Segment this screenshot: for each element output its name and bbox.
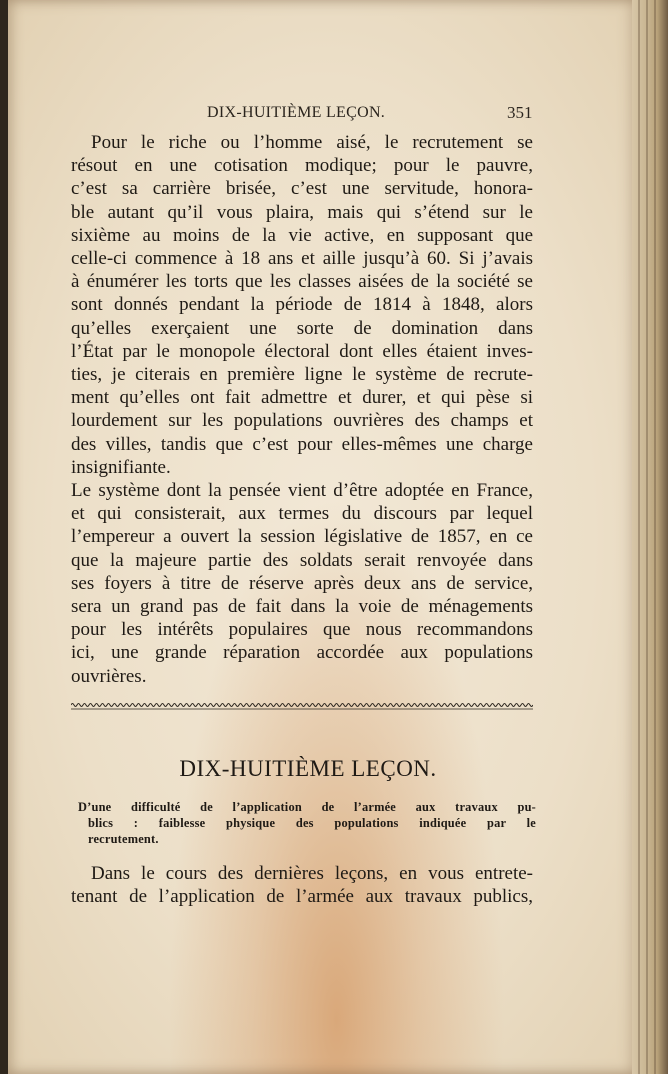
page-number: 351 — [507, 103, 533, 122]
text-line: pour les intérêts populaires que nous recommandons — [71, 619, 533, 641]
chapter-summary — [78, 799, 536, 848]
text-line: tenant de l’application de l’armée aux travaux publics, — [71, 886, 533, 908]
paragraph-lesson-intro — [71, 862, 533, 908]
running-head-title: DIX-HUITIÈME LEÇON. — [207, 104, 386, 121]
paragraph-recrutement — [71, 131, 533, 688]
chapter-title: DIX-HUITIÈME LEÇON. — [179, 756, 437, 781]
page-edge-line — [638, 0, 640, 1074]
text-line: celle-ci commence à 18 ans et aille jusqu’à 60. Si j’avais — [71, 248, 533, 270]
page-fore-edge — [632, 0, 668, 1074]
text-line: à énumérer les torts que les classes aisées de la société se — [71, 271, 533, 293]
text-line: sixième au moins de la vie active, en supposant que — [71, 224, 533, 246]
text-line: ici, une grande réparation accordée aux populations — [71, 642, 533, 664]
page-edge-line — [654, 0, 656, 1074]
summary-line: D’une difficulté de l’application de l’armée aux travaux pu- — [78, 800, 536, 814]
text-line: qu’elles exerçaient une sorte de domination dans — [71, 317, 533, 339]
text-line: ouvrières. — [71, 665, 147, 687]
summary-line: recrutement. — [88, 832, 159, 847]
text-line: ties, je citerais en première ligne le système de recrute- — [71, 364, 533, 386]
text-line: l’empereur a ouvert la session législative de 1857, en ce — [71, 526, 533, 548]
summary-line: blics : faiblesse physique des populations indiquée par le — [88, 816, 536, 831]
text-line: l’État par le monopole électoral dont elles étaient inves- — [71, 340, 533, 362]
text-line: Dans le cours des dernières leçons, en vous entrete- — [91, 863, 533, 884]
text-line: sont donnés pendant la période de 1814 à 1848, alors — [71, 294, 533, 316]
text-line: ses foyers à titre de réserve après deux ans de service, — [71, 572, 533, 594]
text-line: ment qu’elles ont fait admettre et durer, et qui pèse si — [71, 387, 533, 409]
text-line: résout en une cotisation modique; pour le pauvre, — [71, 155, 533, 177]
book-page — [8, 0, 640, 1074]
text-line: des villes, tandis que c’est pour elles-mêmes une charge — [71, 433, 533, 455]
text-line: Le système dont la pensée vient d’être adoptée en France, — [71, 480, 533, 502]
text-line: insignifiante. — [71, 456, 171, 478]
text-line: c’est sa carrière brisée, c’est une servitude, honora- — [71, 178, 533, 200]
wavy-section-divider — [71, 701, 533, 711]
page-edge-line — [646, 0, 648, 1074]
text-line: lourdement sur les populations ouvrières des champs et — [71, 410, 533, 432]
text-line: Pour le riche ou l’homme aisé, le recrutement se — [91, 132, 533, 153]
text-line: que la majeure partie des soldats serait renvoyée dans — [71, 549, 533, 571]
text-line: sera un grand pas de fait dans la voie de ménagements — [71, 596, 533, 618]
text-line: et qui consisterait, aux termes du discours par lequel — [71, 503, 533, 525]
text-line: ble autant qu’il vous plaira, mais qui s’étend sur le — [71, 201, 533, 223]
